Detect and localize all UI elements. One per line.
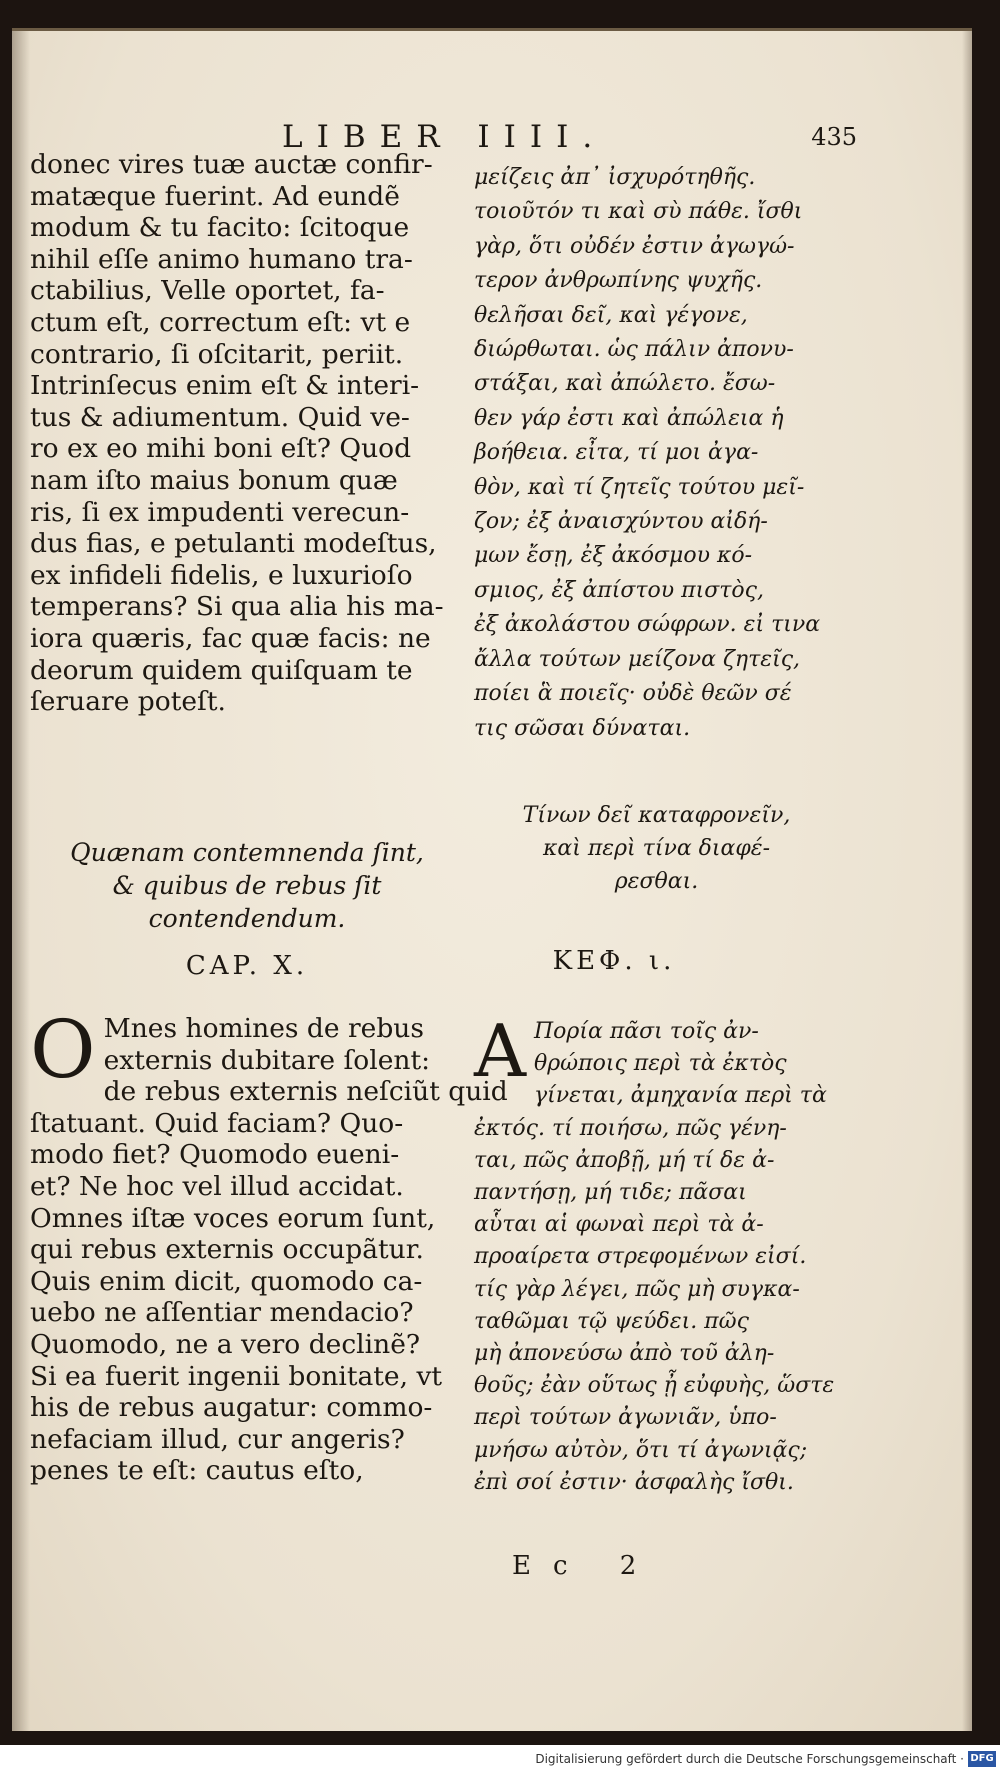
text-line: matæque fuerint. Ad eundẽ <box>30 180 400 212</box>
text-line: ro ex eo mihi boni eſt? Quod <box>30 433 412 465</box>
text-line: θεν γάρ ἐστι καὶ ἀπώλεια ἡ <box>474 405 784 431</box>
text-line: μνήσω αὐτὸν, ὅτι τί ἀγωνιᾷς; <box>474 1437 808 1463</box>
text-line: παντήσῃ, μή τιδε; πᾶσαι <box>474 1180 747 1206</box>
text-line: Intrinſecus enim eſt & interi- <box>30 370 420 402</box>
text-line: ſeruare poteſt. <box>30 686 226 718</box>
text-line: contrario, ſi oſcitarit, periit. <box>30 338 404 370</box>
text-line: ſtatuant. Quid faciam? Quo- <box>30 1107 404 1139</box>
text-line: ἐκτός. τί ποιήσω, πῶς γένη- <box>474 1115 787 1141</box>
book-page <box>12 28 972 1731</box>
text-line: αὗται αἱ φωναὶ περὶ τὰ ἀ- <box>474 1212 764 1238</box>
text-line: iora quæris, fac quæ facis: ne <box>30 622 431 654</box>
latin-chapter-number: CAP. X. <box>185 951 309 981</box>
digitization-credit: Digitalisierung gefördert durch die Deutsche Forschungsgemeinschaft · <box>535 1752 964 1766</box>
text-line: de rebus externis neſciũt quid <box>103 1076 508 1108</box>
text-line: μείζεις ἀπ᾽ ἰσχυρότηθῆς. <box>474 165 756 190</box>
text-line: βοήθεια. εἶτα, τί μοι ἀγα- <box>474 440 759 466</box>
text-line: μων ἔσῃ, ἐξ ἀκόσμου κό- <box>474 543 753 569</box>
latin-dropcap: O <box>30 1003 96 1096</box>
text-line: ctum eſt, correctum eſt: vt e <box>30 306 411 338</box>
spine-shadow <box>12 31 30 1731</box>
text-line: θρώποις περὶ τὰ ἐκτὸς <box>534 1051 787 1077</box>
text-line: περὶ τούτων ἀγωνιᾶν, ὑπο- <box>474 1405 777 1431</box>
text-line: τίς γὰρ λέγει, πῶς μὴ συγκα- <box>474 1276 800 1302</box>
text-line: Quomodo, ne a vero declinẽ? <box>30 1328 421 1360</box>
text-line: modum & tu facito: ſcitoque <box>30 212 410 244</box>
text-line: θοῦς; ἐὰν οὕτως ᾖ εὐφυὴς, ὥστε <box>474 1373 835 1399</box>
text-line: penes te eſt: cautus eſto, <box>30 1455 364 1487</box>
text-line: σμιος, ἐξ ἀπίστου πιστὸς, <box>474 577 764 603</box>
catchword: Ec 2 <box>512 1551 659 1581</box>
text-line: his de rebus augatur: commo- <box>30 1392 433 1424</box>
text-line: στάξαι, καὶ ἀπώλετο. ἔσω- <box>474 371 776 397</box>
text-line: προαίρετα στρεφομένων εἰσί. <box>474 1244 807 1270</box>
text-line: θελῆσαι δεῖ, καὶ γέγονε, <box>474 302 748 328</box>
greek-chapter-body <box>474 1009 839 1499</box>
text-line: Πορία πᾶσι τοῖς ἀν- <box>534 1019 759 1044</box>
text-line: uebo ne aſſentiar mendacio? <box>30 1297 414 1329</box>
text-line: ταθῶμαι τῷ ψεύδει. πῶς <box>474 1308 749 1334</box>
text-line: deorum quidem quiſquam te <box>30 654 413 686</box>
text-line: γίνεται, ἀμηχανία περὶ τὰ <box>534 1083 827 1109</box>
text-line: tus & adiumentum. Quid ve- <box>30 401 410 433</box>
text-line: externis dubitare ſolent: <box>103 1044 431 1076</box>
text-line: Mnes homines de rebus <box>103 1013 424 1044</box>
latin-chapter-body <box>30 1003 508 1487</box>
dfg-logo-icon[interactable]: DFG <box>968 1751 996 1767</box>
text-line: θὸν, καὶ τί ζητεῖς τούτου μεῖ- <box>474 474 805 500</box>
text-line: ris, ſi ex impudenti verecun- <box>30 496 410 528</box>
text-line: donec vires tuæ auctæ confir- <box>30 149 433 180</box>
text-line: ex infideli fidelis, e luxurioſo <box>30 559 413 591</box>
text-line: nam iſto maius bonum quæ <box>30 464 398 496</box>
text-line: ται, πῶς ἀποβῇ, μή τί δε ἀ- <box>474 1147 775 1173</box>
text-line: τερον ἀνθρωπίνης ψυχῆς. <box>474 268 763 294</box>
greek-opening-paragraph <box>474 161 839 746</box>
text-line: τοιοῦτόν τι καὶ σὺ πάθε. ἴσθι <box>474 199 803 225</box>
text-line: Omnes iſtæ voces eorum ſunt, <box>30 1202 436 1234</box>
text-line: ποίει ἃ ποιεῖς· οὐδὲ θεῶν σέ <box>474 681 792 707</box>
text-line: μὴ ἀπονεύσω ἀπὸ τοῦ ἀλη- <box>474 1341 775 1367</box>
heading-line: contendendum. <box>148 904 346 933</box>
text-line: Quis enim dicit, quomodo ca- <box>30 1265 423 1297</box>
latin-chapter-heading <box>32 836 462 935</box>
greek-chapter-number: ΚΕΦ. ι. <box>552 946 676 976</box>
text-line: διώρθωται. ὡς πάλιν ἀπονυ- <box>474 337 794 363</box>
heading-line: ρεσθαι. <box>614 869 699 894</box>
text-line: nihil eſſe animo humano tra- <box>30 243 413 275</box>
heading-line: καὶ περὶ τίνα διαφέ- <box>542 836 771 861</box>
text-line: dus fias, e petulanti modeſtus, <box>30 528 437 560</box>
text-line: ctabilius, Velle oportet, fa- <box>30 275 385 307</box>
text-line: et? Ne hoc vel illud accidat. <box>30 1170 404 1202</box>
text-line: qui rebus externis occupãtur. <box>30 1234 424 1266</box>
text-line: Si ea fuerit ingenii bonitate, vt <box>30 1360 443 1392</box>
text-line: ἐπὶ σοί ἐστιν· ἀσφαλὴς ἴσθι. <box>474 1469 794 1495</box>
text-line: ζον; ἐξ ἀναισχύντου αἰδή- <box>474 509 768 535</box>
text-line: nefaciam illud, cur angeris? <box>30 1423 405 1455</box>
footer-bar <box>0 1745 1000 1770</box>
heading-line: Τίνων δεῖ καταφρονεῖν, <box>522 803 791 828</box>
page-edge-shadow <box>962 31 972 1731</box>
text-line: ἐξ ἀκολάστου σώφρων. εἰ τινα <box>474 612 821 638</box>
running-head: LIBER IIII. <box>282 119 607 155</box>
text-line: temperans? Si qua alia his ma- <box>30 591 444 623</box>
text-line: τις σῶσαι δύναται. <box>474 715 691 741</box>
latin-opening-paragraph <box>30 149 462 718</box>
text-line: ἄλλα τούτων μείζονα ζητεῖς, <box>474 646 801 672</box>
heading-line: Quænam contemnenda ſint, <box>70 838 424 867</box>
text-line: modo fiet? Quomodo eueni- <box>30 1139 400 1171</box>
greek-dropcap: Α <box>474 1009 526 1093</box>
text-line: γὰρ, ὅτι οὐδέν ἐστιν ἀγωγώ- <box>474 233 795 259</box>
greek-chapter-heading <box>474 799 839 898</box>
page-number: 435 <box>811 123 857 151</box>
heading-line: & quibus de rebus ſit <box>112 871 382 900</box>
